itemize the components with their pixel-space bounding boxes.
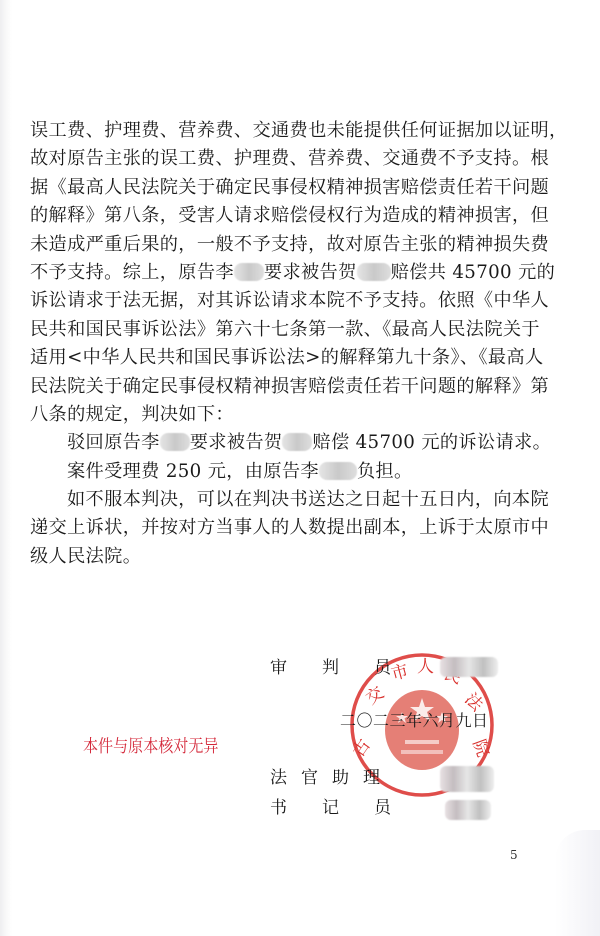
text-line: 八条的规定，判决如下： (30, 403, 234, 425)
text-segment: 驳回原告李 (67, 432, 160, 454)
text-segment: 要求被告贺 (189, 432, 283, 454)
assistant-label (270, 766, 380, 790)
text-line: 诉讼请求于法无据，对其诉讼请求本院不予支持。依照《中华人 (30, 290, 550, 312)
redacted-name (282, 433, 312, 451)
redacted-name (357, 263, 391, 281)
label-char: 官 (301, 768, 318, 788)
redacted-name (234, 263, 264, 281)
label-char: 书 (270, 798, 287, 818)
text-segment: 负担。 (356, 460, 413, 482)
text-line: 适用<中华人民共和国民事诉讼法>的解释第九十条》、《最高人 (30, 347, 544, 369)
text-segment: 要求被告贺 (263, 261, 357, 283)
redacted-name (319, 462, 357, 480)
label-char: 审 (270, 658, 287, 678)
text-line: 的解释》第八条，受害人请求赔偿侵权行为造成的精神损害，但 (30, 205, 550, 227)
judgment-body (30, 117, 568, 571)
text-line: 误工费、护理费、营养费、交通费也未能提供任何证据加以证明， (30, 120, 568, 141)
page-number: 5 (510, 848, 518, 862)
clerk-label (270, 796, 391, 820)
label-char: 助 (332, 768, 349, 788)
text-line (30, 259, 556, 287)
judge-label (270, 656, 391, 680)
label-char: 记 (322, 798, 339, 818)
svg-text:院: 院 (468, 736, 493, 760)
text-line (30, 429, 552, 457)
text-segment: 案件受理费 250 元，由原告李 (67, 460, 319, 482)
redacted-name (160, 433, 190, 451)
text-line: 如不服本判决，可以在判决书送达之日起十五日内，向本院 (67, 489, 549, 511)
label-char: 法 (270, 768, 287, 788)
text-segment: 不予支持。综上，原告李 (30, 261, 234, 283)
text-line: 故对原告主张的误工费、护理费、营养费、交通费不予支持。根 (30, 148, 550, 170)
svg-text:交: 交 (362, 682, 388, 710)
label-char: 理 (363, 768, 380, 788)
redacted-assistant-name (440, 766, 494, 792)
label-char: 员 (374, 658, 391, 678)
certification-stamp: 本件与原本核对无异 (83, 737, 219, 757)
text-line (30, 458, 520, 486)
text-line: 民法院关于确定民事侵权精神损害赔偿责任若干问题的解释》第 (30, 375, 550, 397)
redacted-judge-name (440, 657, 498, 677)
scan-shadow (555, 830, 600, 936)
judgment-date: 二〇二三年六月九日 (340, 711, 489, 730)
text-segment: 赔偿共 45700 元的 (390, 261, 556, 283)
svg-text:市: 市 (389, 661, 411, 685)
redacted-clerk-name (445, 800, 491, 820)
svg-text:法: 法 (460, 689, 487, 716)
svg-text:古: 古 (348, 735, 375, 761)
svg-text:人: 人 (417, 657, 434, 677)
label-char: 员 (374, 798, 391, 818)
text-line: 递交上诉状，并按对方当事人的人数提出副本，上诉于太原市中 (30, 517, 550, 539)
text-line: 未造成严重后果的，一般不予支持，故对原告主张的精神损失费 (30, 233, 550, 255)
text-line: 级人民法院。 (30, 545, 142, 567)
text-segment: 赔偿 45700 元的诉讼请求。 (312, 432, 552, 454)
text-line: 民共和国民事诉讼法》第六十七条第一款、《最高人民法院关于 (30, 318, 540, 340)
label-char: 判 (322, 658, 339, 678)
scan-page-edge (0, 0, 12, 936)
text-line: 据《最高人民法院关于确定民事侵权精神损害赔偿责任若干问题 (30, 176, 550, 198)
